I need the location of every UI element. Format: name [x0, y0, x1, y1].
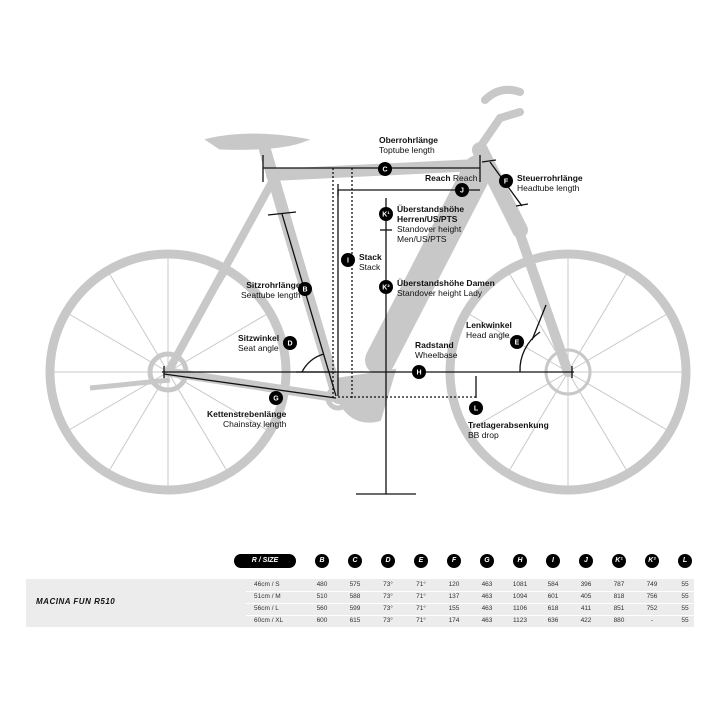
badge-f — [499, 174, 513, 188]
table-cell: 463 — [481, 605, 493, 612]
svg-text:J: J — [460, 187, 464, 195]
table-cell: 55 — [681, 617, 689, 624]
label-standover-lady: Überstandshöhe Damen Standover height Lady — [397, 278, 495, 298]
table-cell: 584 — [547, 581, 559, 588]
table-cell: 55 — [681, 605, 689, 612]
table-row — [246, 579, 694, 591]
table-cell: 463 — [481, 593, 493, 600]
table-cell: 756 — [646, 593, 658, 600]
table-cell: 55 — [681, 593, 689, 600]
svg-text:K¹: K¹ — [382, 211, 390, 219]
table-cell: 411 — [580, 605, 592, 612]
label-wheelbase: Radstand Wheelbase — [415, 340, 458, 360]
row-size: 60cm / XL — [254, 617, 284, 624]
table-cell: 155 — [448, 605, 460, 612]
column-header: C — [348, 554, 362, 568]
column-header: E — [414, 554, 428, 568]
svg-text:E: E — [514, 339, 520, 347]
table-cell: 73° — [383, 605, 393, 612]
badge-k2 — [379, 280, 393, 294]
table-cell: 71° — [416, 605, 426, 612]
label-head-angle: Lenkwinkel Head angle — [466, 320, 512, 340]
svg-text:H: H — [416, 369, 422, 377]
badge-k1 — [379, 207, 393, 221]
table-cell: 1123 — [513, 617, 527, 624]
svg-text:G: G — [273, 395, 279, 403]
label-headtube: Steuerrohrlänge Headtube length — [517, 173, 583, 193]
table-cell: 510 — [316, 593, 328, 600]
label-seattube: Sitzrohrlänge Seattube length — [241, 280, 301, 300]
table-cell: 55 — [681, 581, 689, 588]
badge-g — [269, 391, 283, 405]
table-cell: 422 — [580, 617, 592, 624]
badge-e — [510, 335, 524, 349]
table-header — [26, 552, 694, 570]
table-cell: 818 — [613, 593, 625, 600]
table-cell: 636 — [547, 617, 559, 624]
column-header: J — [579, 554, 593, 568]
table-cell: 599 — [349, 605, 361, 612]
saddle — [208, 135, 305, 148]
badge-c — [378, 162, 392, 176]
label-bb-drop: Tretlagerabsenkung BB drop — [468, 420, 549, 440]
table-cell: 749 — [646, 581, 658, 588]
model-name: MACINA FUN R510 — [36, 597, 116, 606]
table-row — [246, 603, 694, 615]
row-separator — [246, 603, 694, 604]
table-cell: 1094 — [512, 593, 528, 600]
svg-text:B: B — [302, 286, 308, 294]
size-header: R / SIZE — [234, 554, 296, 568]
column-header: B — [315, 554, 329, 568]
table-row — [246, 615, 694, 627]
table-cell: 71° — [416, 593, 426, 600]
table-cell: 600 — [316, 617, 328, 624]
table-cell: 71° — [416, 581, 426, 588]
table-cell: 463 — [481, 581, 493, 588]
label-reach: Reach Reach — [425, 173, 478, 183]
row-separator — [246, 615, 694, 616]
table-cell: 137 — [448, 593, 460, 600]
badge-i — [341, 253, 355, 267]
seat-tube — [265, 150, 338, 398]
row-size: 56cm / L — [254, 605, 279, 612]
table-cell: 601 — [547, 593, 559, 600]
row-separator — [246, 591, 694, 592]
label-stack: Stack Stack — [359, 252, 382, 272]
label-seat-angle: Sitzwinkel Seat angle — [238, 333, 280, 353]
label-chainstay: Kettenstrebenlänge Chainstay length — [207, 409, 287, 429]
column-header: F — [447, 554, 461, 568]
table-cell: 480 — [316, 581, 328, 588]
table-cell: 73° — [383, 581, 393, 588]
column-header: K¹ — [612, 554, 626, 568]
svg-text:C: C — [382, 166, 388, 174]
column-header: H — [513, 554, 527, 568]
table-cell: 615 — [349, 617, 361, 624]
table-cell: 1081 — [512, 581, 528, 588]
svg-text:K²: K² — [382, 284, 390, 292]
badge-h — [412, 365, 426, 379]
table-cell: 575 — [349, 581, 361, 588]
table-cell: 73° — [383, 617, 393, 624]
column-header: G — [480, 554, 494, 568]
geometry-table — [26, 552, 694, 624]
label-toptube: Oberrohrlänge Toptube length — [379, 135, 439, 155]
table-cell: 560 — [316, 605, 328, 612]
column-header: L — [678, 554, 692, 568]
svg-text:D: D — [287, 340, 293, 348]
column-header: D — [381, 554, 395, 568]
table-cell: 851 — [613, 605, 625, 612]
bike-silhouette — [50, 90, 686, 490]
table-row — [246, 591, 694, 603]
table-cell: 588 — [349, 593, 361, 600]
table-body — [26, 579, 694, 627]
row-size: 46cm / S — [254, 581, 280, 588]
label-standover-men: Überstandshöhe Herren/US/PTS Standover height Men/US/PTS — [397, 204, 465, 244]
table-cell: 1106 — [513, 605, 527, 612]
table-cell: 618 — [547, 605, 559, 612]
row-size: 51cm / M — [254, 593, 281, 600]
table-cell: 73° — [383, 593, 393, 600]
down-tube — [380, 170, 478, 360]
badge-d — [283, 336, 297, 350]
table-cell: 787 — [613, 581, 625, 588]
table-cell: 71° — [416, 617, 426, 624]
motor — [330, 370, 395, 422]
svg-text:L: L — [473, 405, 479, 413]
table-cell: 463 — [481, 617, 493, 624]
column-header: K² — [645, 554, 659, 568]
table-cell: 880 — [613, 617, 625, 624]
table-cell: 405 — [580, 593, 592, 600]
badge-l — [469, 401, 483, 415]
table-cell: - — [650, 617, 654, 624]
stem — [478, 112, 520, 150]
svg-text:F: F — [503, 178, 509, 186]
table-cell: 120 — [448, 581, 460, 588]
table-cell: 396 — [580, 581, 592, 588]
column-header: I — [546, 554, 560, 568]
table-cell: 752 — [646, 605, 658, 612]
badge-j — [455, 183, 469, 197]
handlebar — [485, 90, 520, 100]
table-cell: 174 — [448, 617, 460, 624]
svg-text:I: I — [347, 257, 349, 265]
